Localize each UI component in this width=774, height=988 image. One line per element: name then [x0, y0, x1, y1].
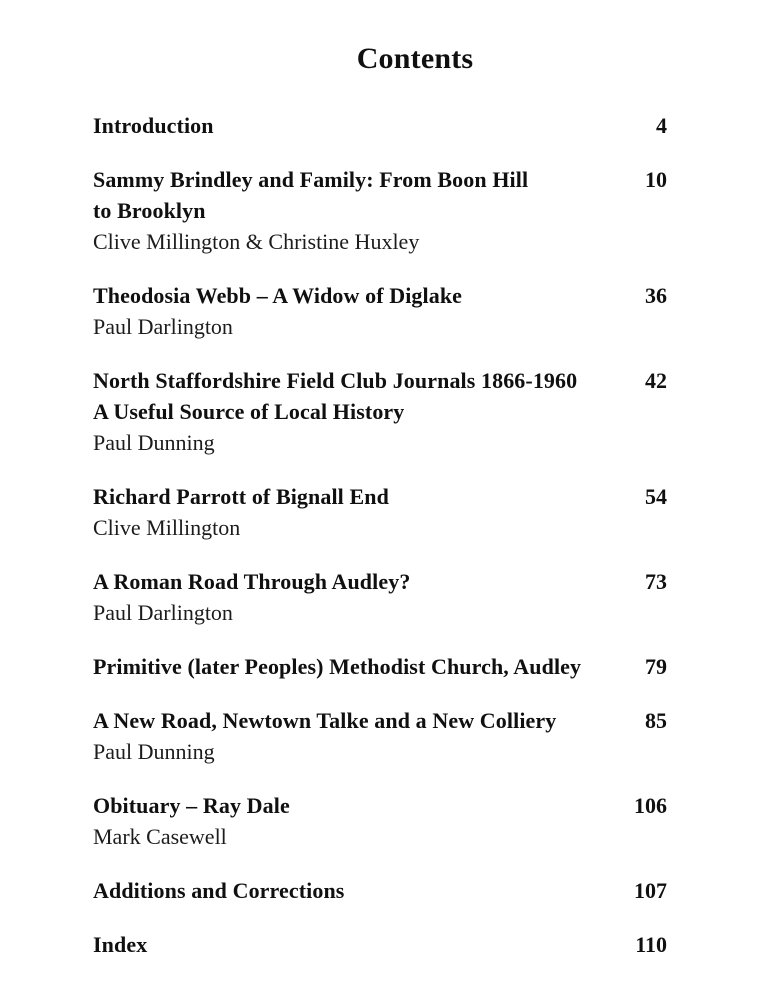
entry-title-continued: A Useful Source of Local History: [93, 399, 405, 424]
entry-text: [93, 365, 597, 458]
entry-author: Paul Darlington: [93, 314, 233, 339]
entry-page-number: 73: [645, 569, 667, 594]
entry-page-number: 110: [635, 932, 667, 957]
entry-title: Obituary – Ray Dale: [93, 793, 290, 818]
entry-title: A Roman Road Through Audley?: [93, 569, 411, 594]
entry-title: Theodosia Webb – A Widow of Diglake: [93, 283, 463, 308]
entry-text: [93, 929, 597, 960]
toc-list: [93, 110, 667, 960]
entry-page-number: 54: [645, 484, 667, 509]
entry-author: Paul Dunning: [93, 430, 215, 455]
entry-text: [93, 790, 597, 852]
entry-text: [93, 481, 597, 543]
entry-page-number: 36: [645, 283, 667, 308]
entry-title: Sammy Brindley and Family: From Boon Hill: [93, 167, 529, 192]
entry-text: [93, 110, 597, 141]
entry-title: North Staffordshire Field Club Journals 1866-1960: [93, 368, 578, 393]
entry-title-continued: to Brooklyn: [93, 198, 206, 223]
entry-page-number: 107: [634, 878, 667, 903]
entry-title: A New Road, Newtown Talke and a New Colliery: [93, 708, 557, 733]
entry-title: Richard Parrott of Bignall End: [93, 484, 389, 509]
toc-entry: [93, 566, 667, 628]
entry-text: [93, 705, 597, 767]
entry-title: Additions and Corrections: [93, 878, 345, 903]
toc-entry: [93, 164, 667, 257]
entry-text: [93, 875, 597, 906]
entry-title: Introduction: [93, 113, 214, 138]
toc-entry: [93, 110, 667, 141]
entry-page-number: 106: [634, 793, 667, 818]
entry-text: [93, 164, 597, 257]
toc-entry: [93, 280, 667, 342]
entry-author: Paul Darlington: [93, 600, 233, 625]
entry-text: [93, 651, 597, 682]
entry-author: Mark Casewell: [93, 824, 227, 849]
entry-title: Index: [93, 932, 148, 957]
toc-entry: [93, 705, 667, 767]
page-title: Contents: [356, 42, 474, 75]
entry-author: Paul Dunning: [93, 739, 215, 764]
entry-text: [93, 566, 597, 628]
entry-page-number: 4: [656, 113, 667, 138]
entry-page-number: 85: [645, 708, 667, 733]
entry-page-number: 79: [645, 654, 667, 679]
entry-page-number: 10: [645, 167, 667, 192]
toc-entry: [93, 651, 667, 682]
toc-entry: [93, 365, 667, 458]
toc-entry: [93, 790, 667, 852]
entry-text: [93, 280, 597, 342]
entry-author: Clive Millington & Christine Huxley: [93, 229, 420, 254]
entry-author: Clive Millington: [93, 515, 241, 540]
entry-page-number: 42: [645, 368, 667, 393]
toc-entry: [93, 929, 667, 960]
entry-title: Primitive (later Peoples) Methodist Church, Audley: [93, 654, 582, 679]
toc-entry: [93, 481, 667, 543]
toc-entry: [93, 875, 667, 906]
